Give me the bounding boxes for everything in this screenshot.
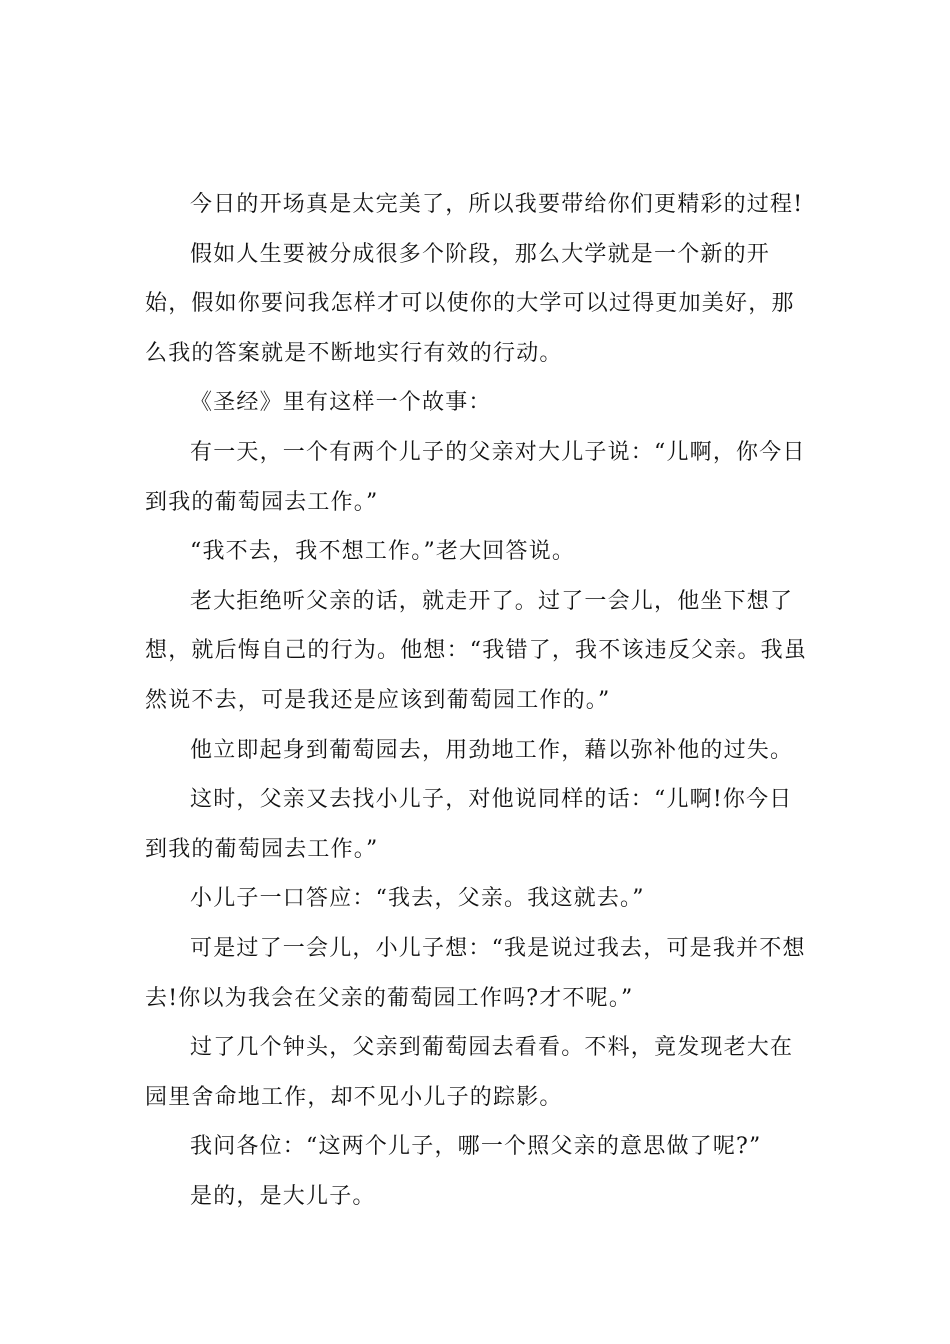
- paragraph-father-elder-son: 有一天，一个有两个儿子的父亲对大儿子说：“儿啊，你今日到我的葡萄园去工作。”: [145, 439, 806, 515]
- paragraph-father-younger-son: 这时，父亲又去找小儿子，对他说同样的话：“儿啊!你今日到我的葡萄园去工作。”: [145, 787, 793, 862]
- paragraph-younger-changes-mind: 可是过了一会儿，小儿子想：“我是说过我去，可是我并不想去!你以为我会在父亲的葡萄园工作吗?才不呢。”: [145, 935, 806, 1011]
- document-body: [145, 180, 810, 1221]
- paragraph-bible-intro: 《圣经》里有这样一个故事：: [190, 390, 492, 416]
- paragraph-elder-refuses: “我不去，我不想工作。”老大回答说。: [190, 539, 576, 565]
- paragraph-question: 我问各位：“这两个儿子，哪一个照父亲的意思做了呢?”: [190, 1134, 762, 1160]
- paragraph-elder-regrets: 老大拒绝听父亲的话，就走开了。过了一会儿，他坐下想了想，就后悔自己的行为。他想：“我错了，我不该违反父亲。我虽然说不去，可是我还是应该到葡萄园工作的。”: [145, 588, 808, 713]
- paragraph-university: 假如人生要被分成很多个阶段，那么大学就是一个新的开始，假如你要问我怎样才可以使你的大学可以过得更加美好，那么我的答案就是不断地实行有效的行动。: [145, 241, 795, 366]
- paragraph-elder-works: 他立即起身到葡萄园去，用劲地工作，藉以弥补他的过失。: [190, 737, 794, 763]
- paragraph-answer: 是的，是大儿子。: [190, 1183, 376, 1209]
- paragraph-younger-agrees: 小儿子一口答应：“我去，父亲。我这就去。”: [190, 886, 645, 912]
- paragraph-opening: 今日的开场真是太完美了，所以我要带给你们更精彩的过程!: [190, 192, 804, 217]
- paragraph-father-checks: 过了几个钟头，父亲到葡萄园去看看。不料，竟发现老大在园里舍命地工作，却不见小儿子的踪影。: [145, 1035, 794, 1110]
